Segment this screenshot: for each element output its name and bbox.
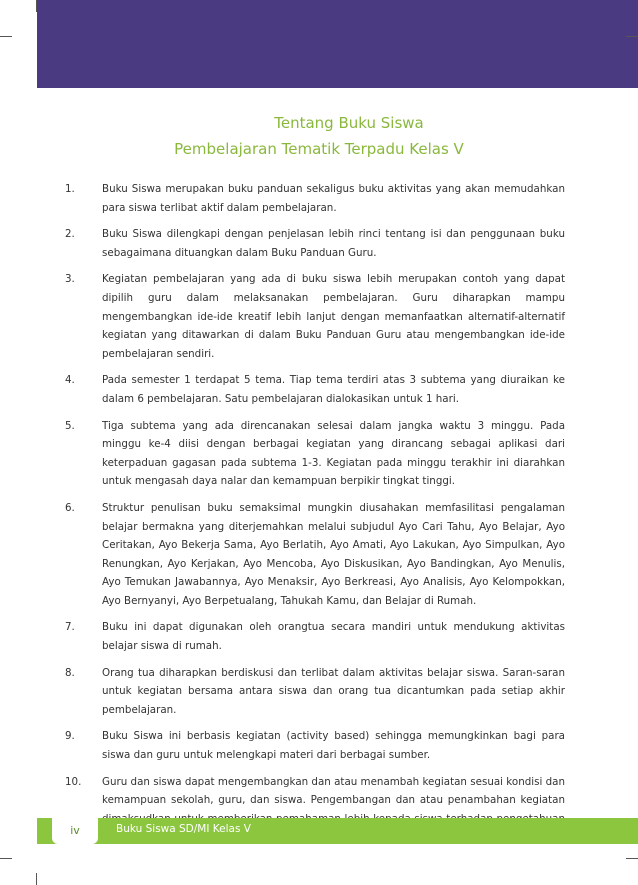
item-number: 10. <box>65 775 82 788</box>
crop-mark <box>0 858 12 859</box>
item-text: Kegiatan pembelajaran yang ada di buku siswa lebih merupakan contoh yang dapat dipilih guru dalam melaksanakan pembelajaran. Guru diharapkan mampu mengembangkan ide-ide kreatif lebih lanjut dengan memanfaatkan alternatif-alternatif kegiatan yang ditawarkan di dalam Buku Panduan Guru atau mengembangkan ide-ide pembelajaran sendiri. <box>102 273 565 360</box>
list-item <box>65 727 565 764</box>
item-number: 6. <box>65 501 75 514</box>
title-line-1: Tentang Buku Siswa <box>274 114 424 132</box>
item-text: Tiga subtema yang ada direncanakan selesai dalam jangka waktu 3 minggu. Pada minggu ke-4 diisi dengan berbagai kegiatan yang dirancang sebagai aplikasi dari keterpaduan gagasan pada subtema 1-3. Kegiatan pada minggu terakhir ini diarahkan untuk mengasah daya nalar dan kemampuan berpikir tingkat tinggi. <box>102 419 565 488</box>
crop-mark <box>626 858 638 859</box>
item-number: 3. <box>65 273 75 286</box>
item-number: 1. <box>65 183 75 195</box>
crop-mark <box>36 0 37 12</box>
numbered-list <box>65 180 565 855</box>
title-line-2: Pembelajaran Tematik Terpadu Kelas V <box>174 140 464 158</box>
header-band <box>37 0 638 88</box>
list-item <box>65 417 565 491</box>
list-item <box>65 371 565 408</box>
item-text: Orang tua diharapkan berdiskusi dan terlibat dalam aktivitas belajar siswa. Saran-saran untuk kegiatan bersama antara siswa dan orang tua dicantumkan pada setiap akhir pembelajaran. <box>102 666 565 716</box>
list-item <box>65 618 565 655</box>
book-label: Buku Siswa SD/MI Kelas V <box>116 823 251 835</box>
page-title <box>0 112 638 160</box>
item-number: 4. <box>65 374 75 387</box>
list-item <box>65 664 565 720</box>
list-item <box>65 180 565 217</box>
item-text: Buku Siswa merupakan buku panduan sekaligus buku aktivitas yang akan memudahkan para siswa terlibat aktif dalam pembelajaran. <box>102 183 565 214</box>
item-text: Buku ini dapat digunakan oleh orangtua secara mandiri untuk mendukung aktivitas belajar siswa di rumah. <box>102 621 565 653</box>
list-item <box>65 270 565 363</box>
item-text: Pada semester 1 terdapat 5 tema. Tiap tema terdiri atas 3 subtema yang diuraikan ke dalam 6 pembelajaran. Satu pembelajaran dialokasikan untuk 1 hari. <box>102 374 565 405</box>
crop-mark <box>36 873 37 885</box>
list-item <box>65 225 565 262</box>
crop-mark <box>626 36 638 37</box>
list-item <box>65 499 565 611</box>
item-text: Guru dan siswa dapat mengembangkan dan atau menambah kegiatan sesuai kondisi dan kemampuan sekolah, guru, dan siswa. Pengembangan dan atau penambahan kegiatan <box>102 775 565 807</box>
page-number: iv <box>52 818 98 844</box>
item-number: 9. <box>65 730 75 743</box>
item-text: Buku Siswa dilengkapi dengan penjelasan lebih rinci tentang isi dan penggunaan buku sebagaimana dituangkan dalam Buku Panduan Guru. <box>102 228 565 259</box>
item-number: 5. <box>65 419 75 432</box>
item-number: 7. <box>65 621 75 634</box>
item-number: 2. <box>65 228 75 241</box>
item-text: Struktur penulisan buku semaksimal mungkin diusahakan memfasilitasi pengalaman belajar bermakna yang diterjemahkan melalui subjudul Ayo Cari Tahu, Ayo Belajar, Ayo Ceritakan, Ayo Bekerja Sama, Ayo Berlatih, Ayo Amati, Ayo Lakukan, Ayo Simpulkan, Ayo Renungkan, Ayo Kerjakan, Ayo Mencoba, Ayo Diskusikan, Ayo Bandingkan, Ayo Menulis, Ayo Temukan Jawabannya, Ayo Menaksir, Ayo Berkreasi, Ayo Analisis, Ayo Kelompokkan, Ayo Bernyanyi, Ayo Berpetualang, Tahukah Kamu, dan Belajar di Rumah. <box>102 501 565 607</box>
item-number: 8. <box>65 666 75 679</box>
crop-mark <box>0 36 12 37</box>
item-text: Buku Siswa ini berbasis kegiatan (activity based) sehingga memungkinkan bagi para siswa dan guru untuk melengkapi materi dari berbagai sumber. <box>102 730 565 762</box>
